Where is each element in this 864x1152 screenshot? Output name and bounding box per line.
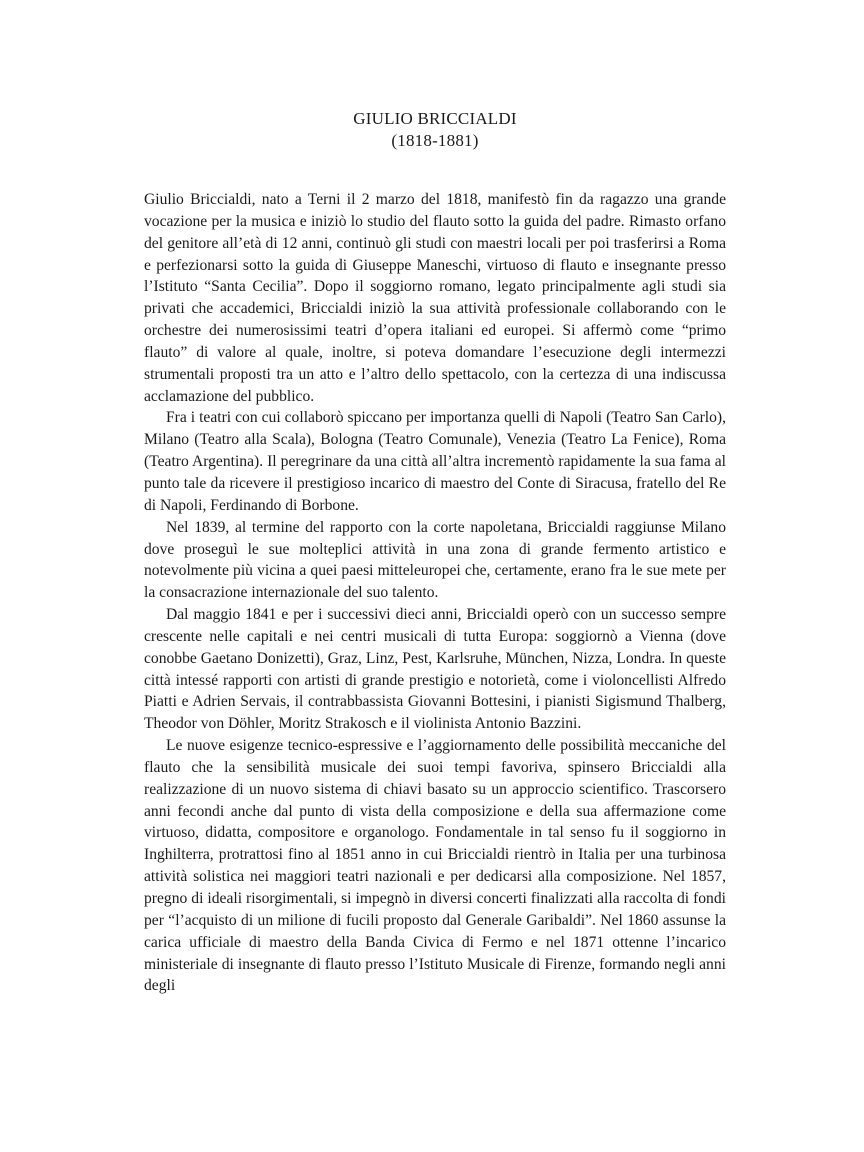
paragraph-1: Giulio Briccialdi, nato a Terni il 2 marzo del 1818, manifestò fin da ragazzo una grande vocazione per la musica e iniziò lo studio del flauto sotto la guida del padre. Rimasto orfano del genitore all’età di 12 anni, continuò gli studi con maestri locali per poi trasferirsi a Roma e perfezionarsi sotto la guida di Giuseppe Maneschi, virtuoso di flauto e insegnante presso l’Istituto “Santa Cecilia”. Dopo il soggiorno romano, legato principalmente agli studi sia privati che accademici, Briccialdi iniziò la sua attività professionale collaborando con le orchestre dei numerosissimi teatri d’opera italiani ed europei. Si affermò come “primo flauto” di valore al quale, inoltre, si poteva domandare l’esecuzione degli intermezzi strumentali proposti tra un atto e l’altro dello spettacolo, con la certezza di una indiscussa acclamazione del pubblico. bbox=[144, 191, 726, 405]
document-page bbox=[144, 108, 726, 997]
paragraph-2: Fra i teatri con cui collaborò spiccano per importanza quelli di Napoli (Teatro San Carlo), Milano (Teatro alla Scala), Bologna (Teatro Comunale), Venezia (Teatro La Fenice), Roma (Teatro Argentina). Il peregrinare da una città all’altra incrementò rapidamente la sua fama al punto tale da ricevere il prestigioso incarico di maestro del Conte di Siracusa, fratello del Re di Napoli, Ferdinando di Borbone. bbox=[144, 409, 726, 514]
paragraph-5: Le nuove esigenze tecnico-espressive e l’aggiornamento delle possibilità meccaniche del flauto che la sensibilità musicale dei suoi tempi favoriva, spinsero Briccialdi alla realizzazione di un nuovo sistema di chiavi basato su un approccio scientifico. Trascorsero anni fecondi anche dal punto di vista della composizione e della sua affermazione come virtuoso, didatta, compositore e organologo. Fondamentale in tal senso fu il soggiorno in Inghilterra, protrattosi fino al 1851 anno in cui Briccialdi rientrò in Italia per una turbinosa attività solistica nei maggiori teatri nazionali e per dedicarsi alla composizione. Nel 1857, pregno di ideali risorgimentali, si impegnò in diversi concerti finalizzati alla raccolta di fondi per “l’acquisto di un milione di fucili proposto dal Generale Garibaldi”. Nel 1860 assunse la carica ufficiale di maestro della Banda Civica di Fermo e nel 1871 ottenne l’incarico ministeriale di insegnante di flauto presso l’Istituto Musicale di Firenze, formando negli anni degli bbox=[144, 737, 726, 995]
paragraph-4: Dal maggio 1841 e per i successivi dieci anni, Briccialdi operò con un successo sempre crescente nelle capitali e nei centri musicali di tutta Europa: soggiornò a Vienna (dove conobbe Gaetano Donizetti), Graz, Linz, Pest, Karlsruhe, München, Nizza, Londra. In queste città intessé rapporti con artisti di grande prestigio e notorietà, come i violoncellisti Alfredo Piatti e Adrien Servais, il contrabbassista Giovanni Bottesini, i pianisti Sigismund Thalberg, Theodor von Döhler, Moritz Strakosch e il violinista Antonio Bazzini. bbox=[144, 606, 726, 733]
document-heading bbox=[144, 108, 726, 152]
page-subtitle-dates: (1818-1881) bbox=[391, 131, 479, 150]
paragraph-3: Nel 1839, al termine del rapporto con la corte napoletana, Briccialdi raggiunse Milano dove proseguì le sue molteplici attività in una zona di grande fermento artistico e notevolmente più vicina a quei paesi mitteleuropei che, certamente, erano fra le sue mete per la consacrazione internazionale del suo talento. bbox=[144, 518, 726, 602]
document-body bbox=[144, 189, 726, 997]
page-title: GIULIO BRICCIALDI bbox=[353, 109, 517, 128]
